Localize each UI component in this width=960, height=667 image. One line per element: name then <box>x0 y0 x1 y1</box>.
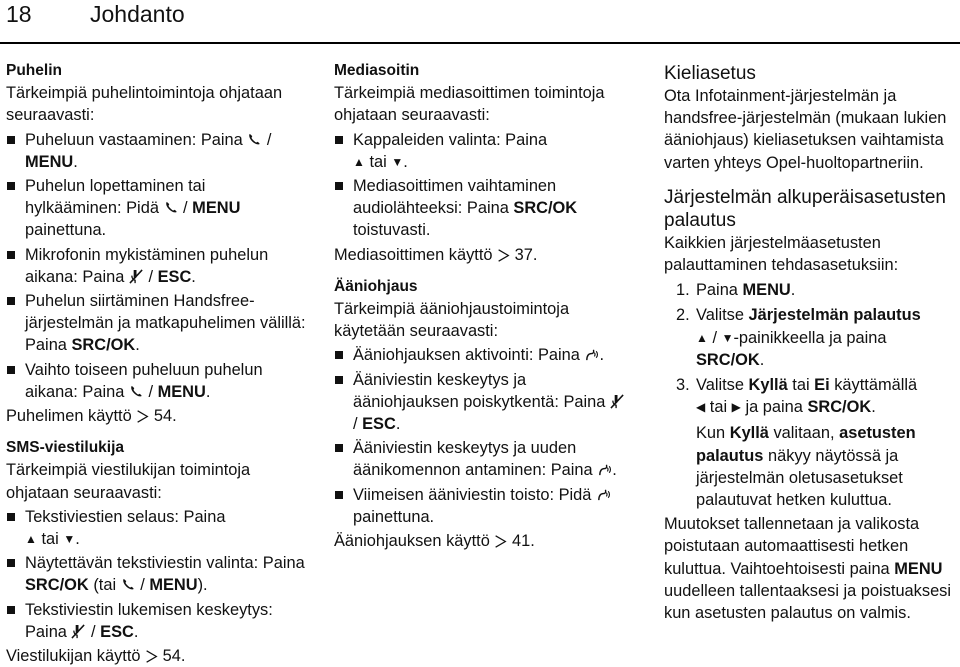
section-intro: Tärkeimpiä puhelintoimintoja ohjataan seuraavasti: <box>6 84 283 125</box>
numbered-step: 1. Paina MENU. <box>676 281 796 300</box>
list-item: Viimeisen ääniviestin toisto: Pidä painettuna. <box>334 484 634 528</box>
triangle-right-icon: ▶ <box>731 400 741 415</box>
section-intro: Kaikkien järjestelmäasetusten palauttaminen tehdasasetuksiin: <box>664 233 899 275</box>
section-body: Ota Infotainment-järjestelmän ja handsfree-järjestelmän (mukaan lukien ääniohjaus) kieliasetuksen vaihtamista varten yhteys Opel-huoltopartneriin. <box>664 87 947 172</box>
list-item: Mikrofonin mykistäminen puhelun aikana: Paina / ESC. <box>6 244 306 288</box>
mute-icon <box>610 394 625 409</box>
section-heading-kieliasetus: Kieliasetus <box>664 63 756 84</box>
list-item: Puhelun lopettaminen tai hylkääminen: Pidä / MENU painettuna. <box>6 175 306 242</box>
cross-reference: Puhelimen käyttö 54. <box>6 407 177 426</box>
numbered-step: 2. Valitse Järjestelmän palautus ▲ / ▼-painikkeella ja paina SRC/OK. <box>676 306 921 369</box>
triangle-up-icon: ▲ <box>353 154 365 169</box>
triangle-down-icon: ▼ <box>391 154 404 169</box>
list-item: Näytettävän tekstiviestin valinta: Paina SRC/OK (tai / MENU). <box>6 552 306 596</box>
phone-icon <box>129 384 144 399</box>
triangle-down-icon: ▼ <box>721 330 734 345</box>
step-note: Kun Kyllä valitaan, asetusten palautus näkyy näytössä ja järjestelmän oletusasetukset palautuvat hetken kuluttua. <box>696 424 916 510</box>
section-intro: Tärkeimpiä viestilukijan toimintoja ohjataan seuraavasti: <box>6 461 251 502</box>
section-heading-sms: SMS-viestilukija <box>6 439 125 457</box>
triangle-left-icon: ◀ <box>696 400 706 415</box>
list-item: Vaihto toiseen puheluun puhelun aikana: Paina / MENU. <box>6 359 306 403</box>
phone-icon <box>121 577 136 592</box>
cross-reference: Ääniohjauksen käyttö 41. <box>334 532 535 551</box>
list-item: Ääniohjauksen aktivointi: Paina . <box>334 344 634 366</box>
list-item: Tekstiviestien selaus: Paina ▲ tai ▼. <box>6 506 306 550</box>
section-body: Muutokset tallennetaan ja valikosta poistutaan automaattisesti hetken kuluttua. Vaihtoehtoisesti paina MENU uudelleen tallentaaksesi ja poistuaksesi kun asetusten palautus on valmis. <box>664 515 952 623</box>
triangle-up-icon: ▲ <box>25 532 37 547</box>
list-item: Puheluun vastaaminen: Paina / MENU. <box>6 129 306 173</box>
column-2 <box>334 56 634 552</box>
triangle-down-icon: ▼ <box>63 532 76 547</box>
triangle-up-icon: ▲ <box>696 330 708 345</box>
page-header <box>0 0 960 44</box>
phone-icon <box>247 132 262 147</box>
list-item: Ääniviestin keskeytys ja ääniohjauksen poiskytkentä: Paina / ESC. <box>334 369 634 436</box>
section-intro: Tärkeimpiä mediasoittimen toimintoja ohjataan seuraavasti: <box>334 84 605 125</box>
list-item: Ääniviestin keskeytys ja uuden äänikomennon antaminen: Paina . <box>334 437 634 481</box>
numbered-step: 3. Valitse Kyllä tai Ei käyttämällä ◀ tai ▶ ja paina SRC/OK. <box>676 376 918 417</box>
section-intro: Tärkeimpiä ääniohjaustoimintoja käytetään seuraavasti: <box>334 300 570 341</box>
section-heading-mediasoitin: Mediasoitin <box>334 62 420 79</box>
list-item: Mediasoittimen vaihtaminen audiolähteeksi: Paina SRC/OK toistuvasti. <box>334 175 634 242</box>
cross-reference: Mediasoittimen käyttö 37. <box>334 245 538 264</box>
voice-icon <box>596 487 611 502</box>
section-heading-puhelin: Puhelin <box>6 62 62 79</box>
voice-icon <box>584 347 599 362</box>
section-heading-palautus: Järjestelmän alkuperäisasetusten palautus <box>664 186 946 231</box>
cross-reference: Viestilukijan käyttö 54. <box>6 647 186 666</box>
column-1 <box>6 56 306 667</box>
list-item: Tekstiviestin lukemisen keskeytys: Paina / ESC. <box>6 599 306 643</box>
reference-arrow-icon <box>145 650 158 663</box>
page-number: 18 <box>6 1 32 27</box>
chapter-title: Johdanto <box>90 1 185 27</box>
list-item: Puhelun siirtäminen Handsfree-järjestelmän ja matkapuhelimen välillä: Paina SRC/OK. <box>6 290 306 357</box>
reference-arrow-icon <box>136 410 149 423</box>
voice-icon <box>597 462 612 477</box>
phone-icon <box>164 200 179 215</box>
mute-icon <box>129 269 144 284</box>
list-item: Kappaleiden valinta: Paina ▲ tai ▼. <box>334 129 634 173</box>
reference-arrow-icon <box>494 535 507 548</box>
reference-arrow-icon <box>497 249 510 262</box>
mute-icon <box>71 624 86 639</box>
column-3 <box>664 56 958 624</box>
section-heading-aaniohjaus: Ääniohjaus <box>334 277 418 295</box>
